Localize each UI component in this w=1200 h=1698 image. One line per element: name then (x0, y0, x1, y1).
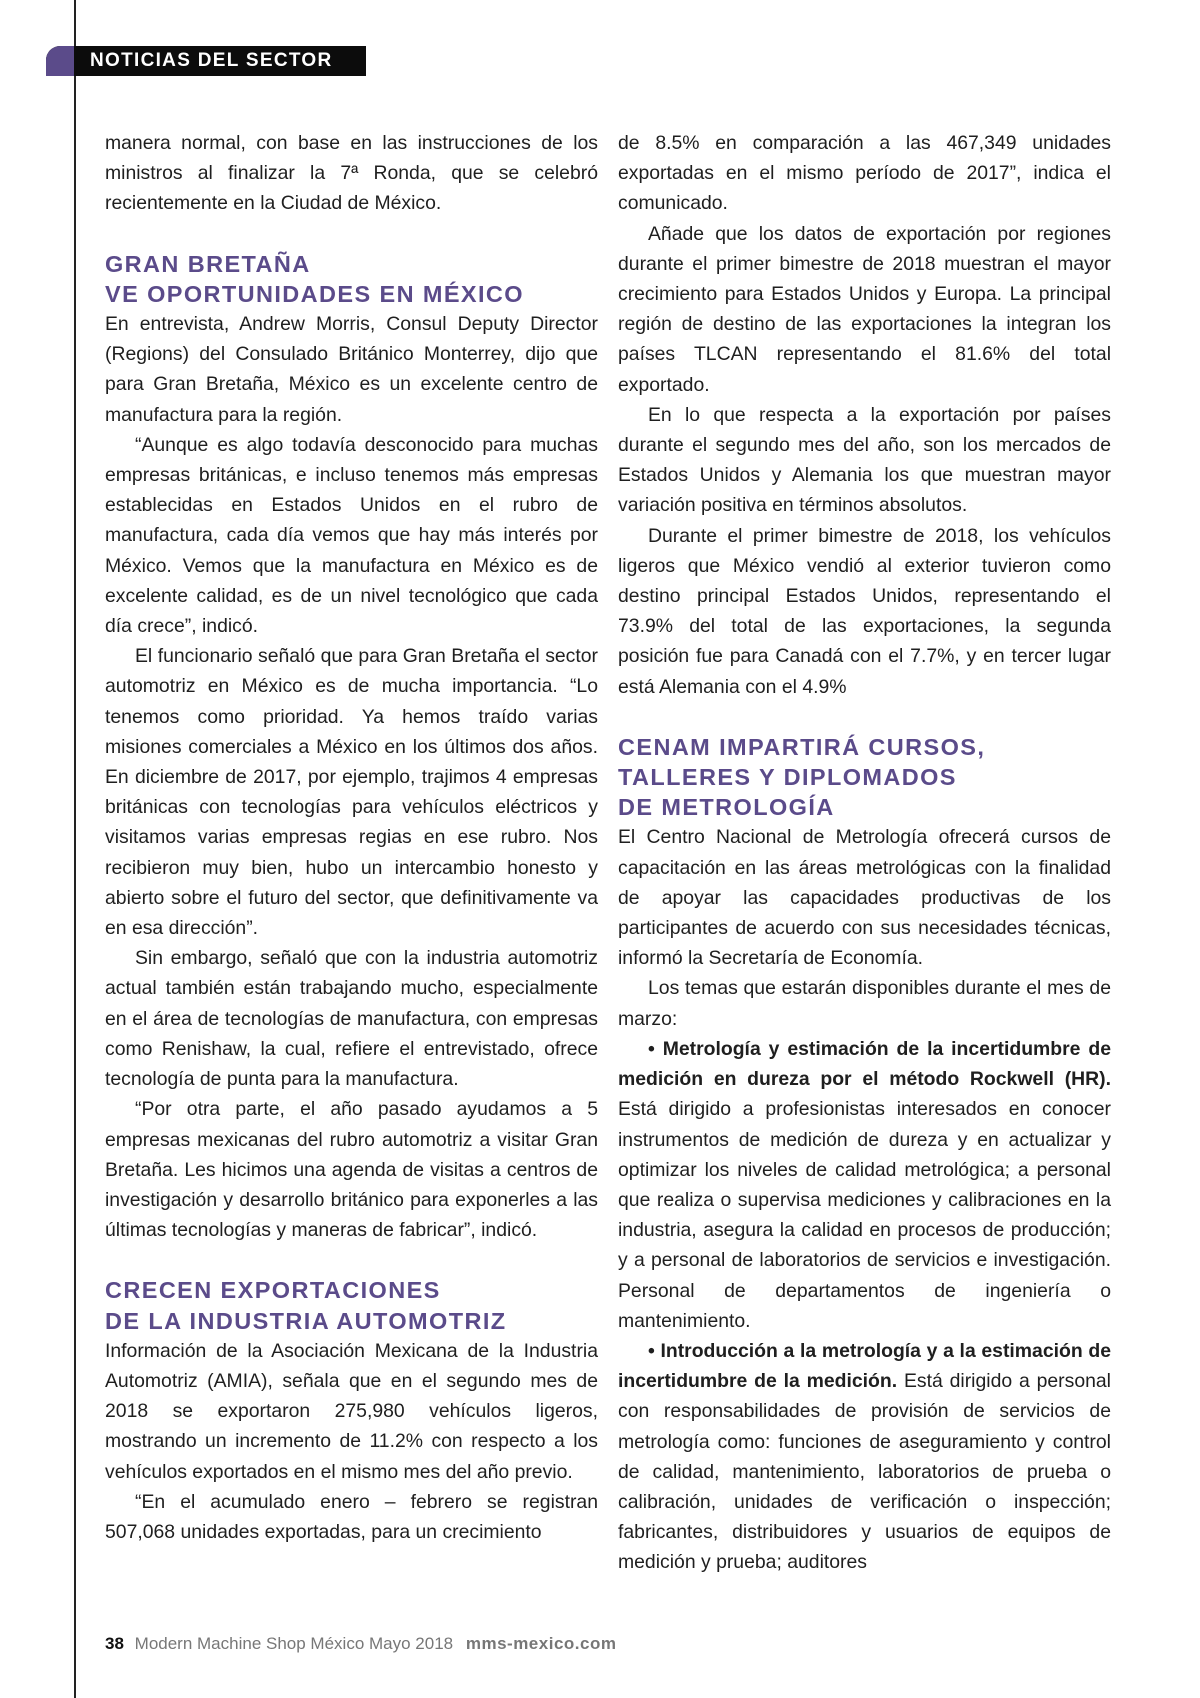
bullet-title: • Introducción a la metrología y a la estimación de incertidumbre de la medición. (618, 1339, 1111, 1393)
bullet-item (618, 1336, 1111, 1578)
headline-gran-bretana (105, 249, 598, 309)
headline-line: DE LA INDUSTRIA AUTOMOTRIZ (105, 1307, 507, 1334)
publication-name: Modern Machine Shop México Mayo 2018 (134, 1634, 454, 1653)
paragraph: Los temas que estarán disponibles durante el mes de marzo: (618, 977, 1111, 1030)
section-title: NOTICIAS DEL SECTOR (90, 50, 333, 71)
page-footer (105, 1634, 616, 1654)
bullet-title: • Metrología y estimación de la incertidumbre de medición en dureza por el método Rockwell (HR). (618, 1037, 1111, 1091)
paragraph: En entrevista, Andrew Morris, Consul Deputy Director (Regions) del Consulado Británico Monterrey, dijo que para Gran Bretaña, México es un excelente centro de manufactura para la región. (105, 313, 598, 426)
paragraph: En lo que respecta a la exportación por países durante el segundo mes del año, son los mercados de Estados Unidos y Alemania los que muestran mayor variación positiva en términos absolutos. (618, 403, 1111, 517)
bullet-text: Está dirigido a personal con responsabilidades de provisión de servicios de metrología como: funciones de aseguramiento y control de calidad, mantenimiento, laboratorios de prueba o calibración, unidades de verificación o inspección; fabricantes, distribuidores y usuarios de equipos de medición y prueba; auditores (618, 1370, 1111, 1574)
headline-cenam (618, 732, 1111, 823)
section-header (46, 46, 366, 76)
paragraph: Información de la Asociación Mexicana de la Industria Automotriz (AMIA), señala que en el segundo mes de 2018 se exportaron 275,980 vehículos ligeros, mostrando un incremento de 11.2% con respecto a los vehículos exportados en el mismo mes del año previo. (105, 1339, 598, 1483)
page-number: 38 (105, 1634, 124, 1653)
bullet-item (618, 1034, 1111, 1336)
headline-line: GRAN BRETAÑA (105, 250, 311, 277)
page-margin-rule (74, 0, 76, 1698)
headline-line: DE METROLOGÍA (618, 794, 835, 821)
section-accent (46, 46, 74, 76)
headline-line: CRECEN EXPORTACIONES (105, 1277, 441, 1304)
headline-line: VE OPORTUNIDADES EN MÉXICO (105, 280, 524, 307)
paragraph: manera normal, con base en las instrucciones de los ministros al finalizar la 7ª Ronda, que se celebró recientemente en la Ciudad de México. (105, 132, 598, 215)
paragraph: de 8.5% en comparación a las 467,349 unidades exportadas en el mismo período de 2017”, indica el comunicado. (618, 132, 1111, 215)
right-column (618, 128, 1111, 1578)
paragraph: El Centro Nacional de Metrología ofrecerá cursos de capacitación en las áreas metrológicas con la finalidad de apoyar las capacidades productivas de los participantes de acuerdo con sus necesidades técnicas, informó la Secretaría de Economía. (618, 826, 1111, 970)
paragraph: El funcionario señaló que para Gran Bretaña el sector automotriz en México es de mucha importancia. “Lo tenemos como prioridad. Ya hemos traído varias misiones comerciales a México en los últimos dos años. En diciembre de 2017, por ejemplo, trajimos 4 empresas británicas con tecnologías para vehículos eléctricos y visitamos varias empresas regias en ese rubro. Nos recibieron muy bien, hubo un intercambio honesto y abierto sobre el futuro del sector, que definitivamente va en esa dirección”. (105, 645, 598, 940)
headline-line: CENAM IMPARTIRÁ CURSOS, (618, 733, 986, 760)
paragraph: Durante el primer bimestre de 2018, los vehículos ligeros que México vendió al exterior tuvieron como destino principal Estados Unidos, representando el 73.9% del total de las exportaciones, la segunda posición fue para Canadá con el 7.7%, y en tercer lugar está Alemania con el 4.9% (618, 524, 1111, 698)
paragraph: Sin embargo, señaló que con la industria automotriz actual también están trabajando mucho, especialmente en el área de tecnologías de manufactura, con empresas como Renishaw, la cual, refiere el entrevistado, ofrece tecnología de punta para la manufactura. (105, 947, 598, 1091)
paragraph: “En el acumulado enero – febrero se registran 507,068 unidades exportadas, para un crecimiento (105, 1490, 598, 1543)
bullet-text: Está dirigido a profesionistas interesados en conocer instrumentos de medición de dureza y en actualizar y optimizar los niveles de calidad metrológica; a personal que realiza o supervisa mediciones y calibraciones en la industria, asegura la calidad en procesos de producción; y a personal de laboratorios de servicios e investigación. Personal de departamentos de ingeniería o mantenimiento. (618, 1098, 1111, 1332)
paragraph: “Por otra parte, el año pasado ayudamos a 5 empresas mexicanas del rubro automotriz a visitar Gran Bretaña. Les hicimos una agenda de visitas a centros de investigación y desarrollo británico para exponerles a las últimas tecnologías y maneras de fabricar”, indicó. (105, 1098, 598, 1242)
headline-exportaciones (105, 1275, 598, 1335)
website-link[interactable]: mms-mexico.com (465, 1634, 617, 1653)
paragraph: Añade que los datos de exportación por regiones durante el primer bimestre de 2018 muestran el mayor crecimiento para Estados Unidos y Europa. La principal región de destino de las exportaciones la integran los países TLCAN representando el 81.6% del total exportado. (618, 222, 1111, 396)
headline-line: TALLERES Y DIPLOMADOS (618, 764, 957, 791)
paragraph: “Aunque es algo todavía desconocido para muchas empresas británicas, e incluso tenemos más empresas establecidas en Estados Unidos en el rubro de manufactura, cada día vemos que hay más interés por México. Vemos que la manufactura en México es de excelente calidad, es de un nivel tecnológico que cada día crece”, indicó. (105, 433, 598, 638)
left-column (105, 128, 598, 1547)
